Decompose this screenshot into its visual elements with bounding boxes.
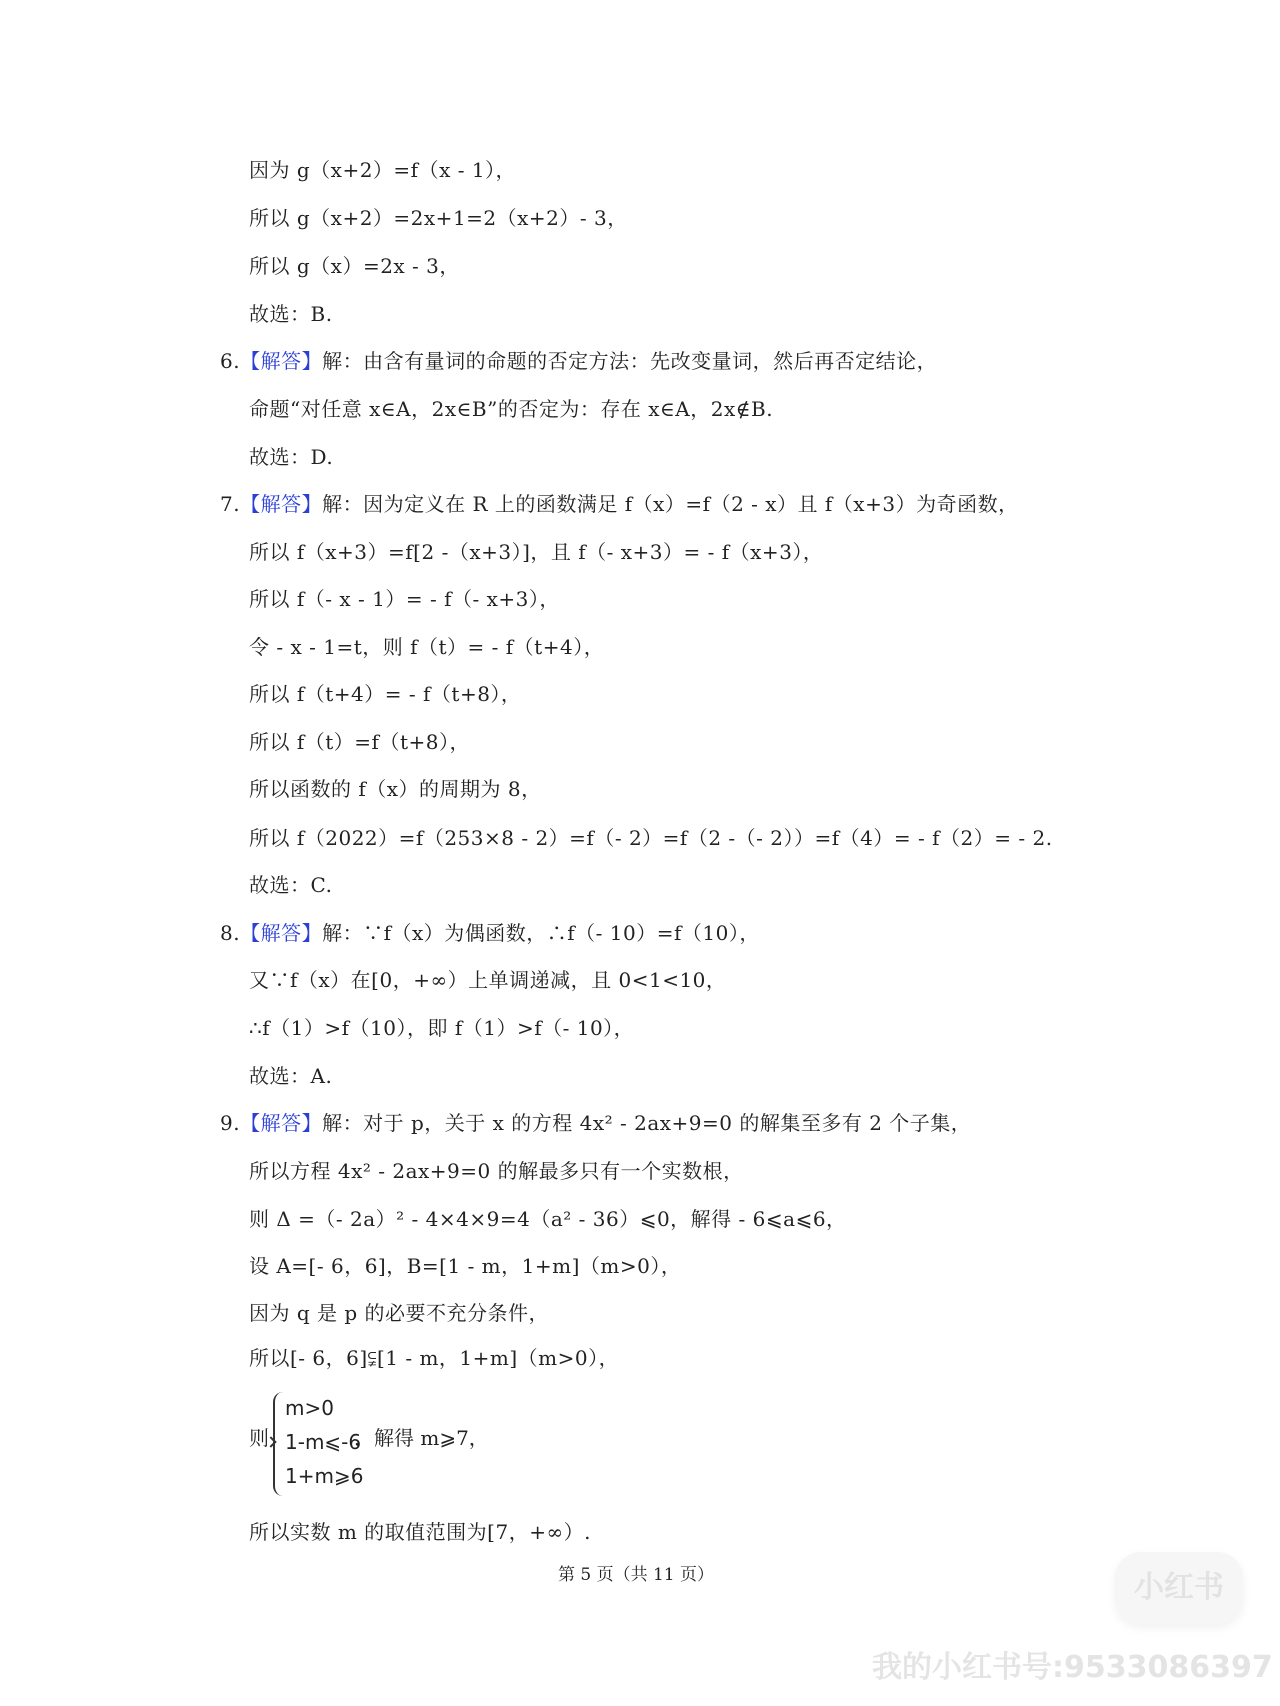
text-line: 因为 q 是 p 的必要不充分条件， [249,1301,550,1325]
text-line: 所以 f（x+3）=f[2 -（x+3）]，且 f（- x+3）= - f（x+3）， [249,540,824,564]
question-number: 6. [220,349,241,373]
text-line: 故选：A. [249,1064,333,1088]
text-line: 所以[- 6，6]⫋[1 - m，1+m]（m>0）， [249,1346,620,1370]
system-label: 则 [249,1426,269,1450]
text-line: 所以函数的 f（x）的周期为 8， [249,777,542,801]
text-line: 令 - x - 1=t，则 f（t）= - f（t+4）， [249,635,605,659]
text-line: 设 A=[- 6，6]，B=[1 - m，1+m]（m>0）， [249,1254,682,1278]
text-line: 解：由含有量词的命题的否定方法：先改变量词，然后再否定结论， [322,349,938,373]
text-line: 故选：C. [249,873,333,897]
text-line: 所以 g（x+2）=2x+1=2（x+2）- 3， [249,206,628,230]
text-line: 解：∵f（x）为偶函数，∴f（- 10）=f（10）， [322,921,760,945]
text-line: 所以 f（t）=f（t+8）， [249,730,470,754]
text-line: ∴f（1）>f（10），即 f（1）>f（- 10）， [249,1016,635,1040]
question-number: 7. [220,492,241,516]
system-row: 1+m⩾6 [285,1464,364,1488]
left-brace-icon [273,1392,285,1496]
text-line: 解：因为定义在 R 上的函数满足 f（x）=f（2 - x）且 f（x+3）为奇函数， [322,492,1019,516]
question-number: 9. [220,1111,241,1135]
text-line: 因为 g（x+2）=f（x - 1）， [249,158,517,182]
text-line: 故选：B. [249,302,333,326]
question-8-solution [220,919,760,947]
question-number: 8. [220,921,241,945]
text-line: 所以 g（x）=2x - 3， [249,254,460,278]
text-line: 所以方程 4x² - 2ax+9=0 的解最多只有一个实数根， [249,1159,744,1183]
answer-tag: 【解答】 [240,492,323,516]
text-line: 所以 f（- x - 1）= - f（- x+3）， [249,587,560,611]
question-7-solution [220,490,1019,518]
system-row: 1-m⩽-6 [285,1430,362,1454]
system-result: ，解得 m⩾7， [354,1426,489,1450]
answer-tag: 【解答】 [240,349,323,373]
answer-tag: 【解答】 [240,1111,323,1135]
question-9-solution [220,1109,971,1137]
text-line: 所以实数 m 的取值范围为[7，+∞）. [249,1520,591,1544]
text-line: 所以 f（t+4）= - f（t+8）， [249,682,522,706]
system-row: m>0 [285,1396,334,1420]
text-line: 解：对于 p，关于 x 的方程 4x² - 2ax+9=0 的解集至多有 2 个子集， [322,1111,972,1135]
text-line: 命题“对任意 x∈A，2x∈B”的否定为：存在 x∈A，2x∉B. [249,397,774,421]
text-line: 又∵f（x）在[0，+∞）上单调递减，且 0<1<10， [249,968,727,992]
text-line: 故选：D. [249,445,334,469]
question-6-solution [220,347,937,375]
watermark-id: 我的小红书号:9533086397 [872,1650,1273,1685]
text-line: 所以 f（2022）=f（253×8 - 2）=f（- 2）=f（2 -（- 2））=f（4）= - f（2）= - 2. [249,826,1053,850]
page-footer: 第 5 页（共 11 页） [557,1565,715,1585]
xiaohongshu-logo: 小红书 [1115,1552,1243,1624]
answer-tag: 【解答】 [240,921,323,945]
text-line: 则 Δ =（- 2a）² - 4×4×9=4（a² - 36）⩽0，解得 - 6⩽a⩽6， [249,1207,847,1231]
